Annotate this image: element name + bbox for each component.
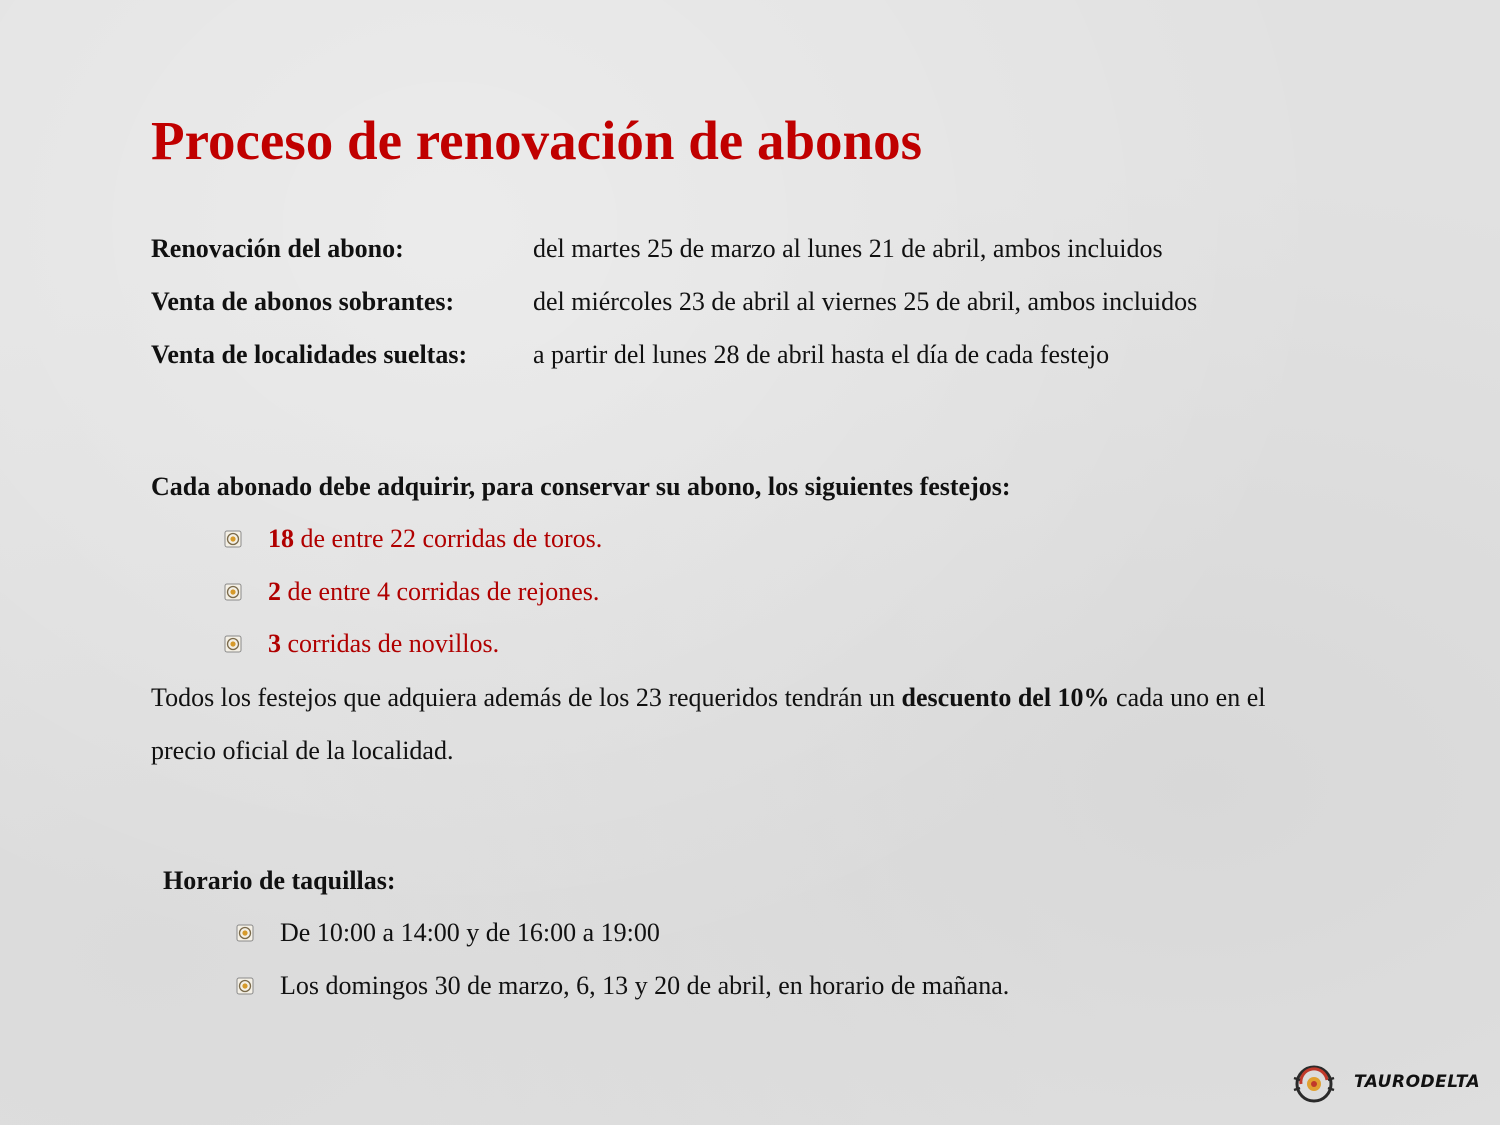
note-text: cada uno en el precio oficial de la localidad.	[151, 682, 1266, 765]
list-item	[163, 914, 1363, 967]
date-value: a partir del lunes 28 de abril hasta el día de cada festejo	[533, 340, 1110, 369]
bullet-icon	[224, 583, 242, 601]
date-value: del miércoles 23 de abril al viernes 25 de abril, ambos incluidos	[533, 287, 1198, 316]
date-label: Venta de localidades sueltas:	[151, 340, 468, 369]
discount-note	[151, 671, 1301, 777]
date-row-renovacion	[151, 230, 1351, 283]
hours-text: Los domingos 30 de marzo, 6, 13 y 20 de abril, en horario de mañana.	[280, 970, 1010, 1000]
festejo-text: corridas de novillos.	[281, 629, 500, 658]
logo-text: TAURODELTA	[1354, 1072, 1481, 1092]
hours-text: De 10:00 a 14:00 y de 16:00 a 19:00	[280, 918, 660, 947]
page-title: Proceso de renovación de abonos	[151, 110, 923, 171]
dates-section	[151, 230, 1351, 389]
hours-heading: Horario de taquillas:	[163, 866, 396, 895]
logo-emblem-icon	[1290, 1060, 1340, 1108]
date-label: Venta de abonos sobrantes:	[151, 287, 455, 316]
date-value: del martes 25 de marzo al lunes 21 de abril, ambos incluidos	[533, 234, 1163, 263]
bullet-icon	[224, 635, 242, 653]
list-item	[163, 967, 1363, 1020]
date-row-sobrantes	[151, 283, 1351, 336]
list-item	[151, 573, 1351, 626]
date-label: Renovación del abono:	[151, 234, 404, 263]
bullet-icon	[236, 977, 254, 995]
list-item	[151, 625, 1351, 678]
hours-section	[163, 862, 1363, 1019]
requirements-list	[151, 520, 1351, 678]
bullet-icon	[224, 530, 242, 548]
date-row-sueltas	[151, 336, 1351, 389]
festejo-count: 3	[268, 629, 281, 658]
list-item	[151, 520, 1351, 573]
requirements-section	[151, 468, 1351, 777]
note-text: Todos los festejos que adquiera además de los 23 requeridos tendrán un	[151, 682, 902, 712]
taurodelta-logo	[1290, 1060, 1481, 1108]
festejo-count: 2	[268, 576, 281, 606]
festejo-count: 18	[268, 524, 294, 553]
discount-highlight: descuento del 10%	[901, 682, 1110, 712]
bullet-icon	[236, 924, 254, 942]
festejo-text: de entre 22 corridas de toros.	[294, 524, 603, 553]
hours-list	[163, 914, 1363, 1019]
festejo-text: de entre 4 corridas de rejones.	[281, 576, 600, 606]
requirements-heading: Cada abonado debe adquirir, para conservar su abono, los siguientes festejos:	[151, 472, 1011, 501]
